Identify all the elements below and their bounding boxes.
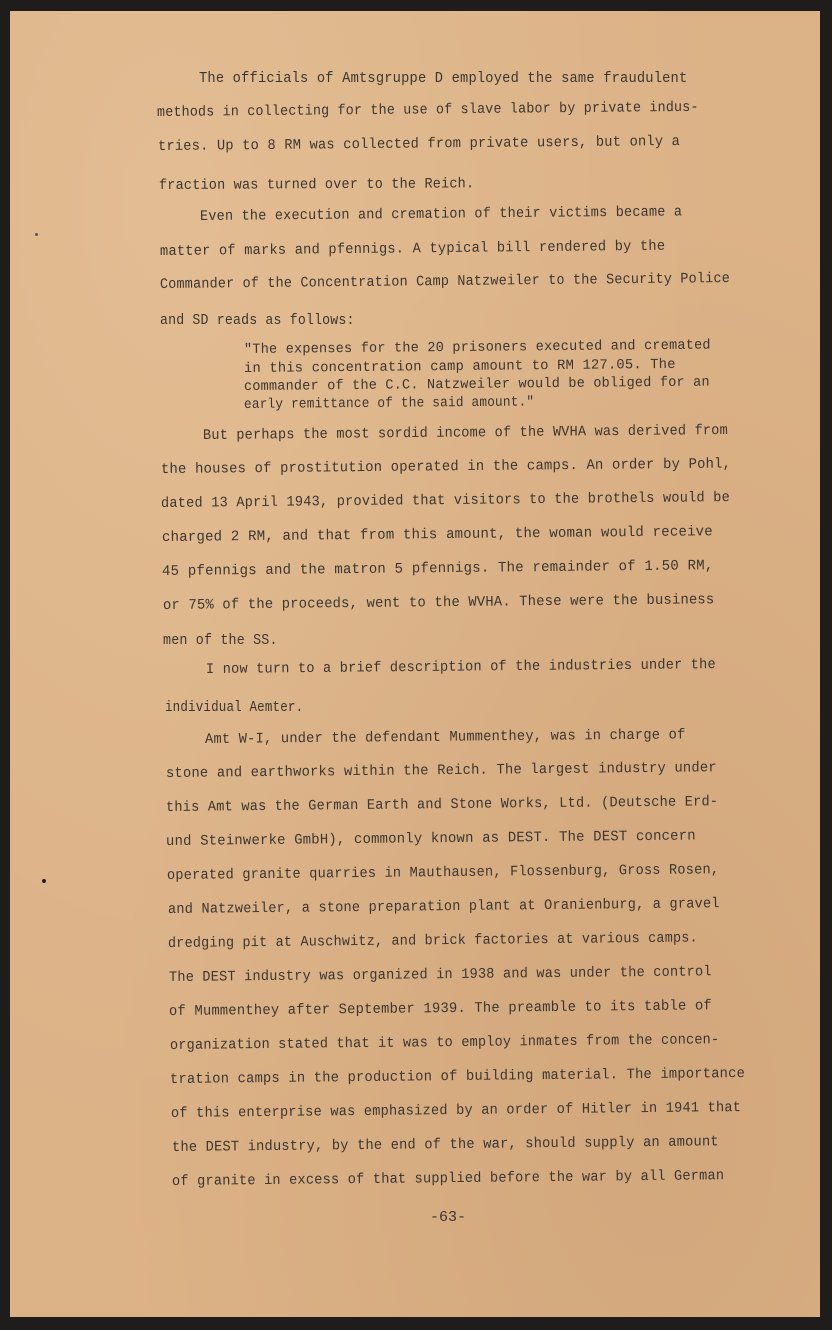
text-line: charged 2 RM, and that from this amount, the woman would receive xyxy=(161,524,713,546)
quote-line: in this concentration camp amount to RM 127.05. The xyxy=(243,356,676,377)
text-line: Commander of the Concentration Camp Natzweiler to the Security Police xyxy=(159,271,731,293)
quote-line: "The expenses for the 20 prisoners executed and cremated xyxy=(243,337,711,358)
text-line: the DEST industry, by the end of the war, should supply an amount xyxy=(171,1134,719,1156)
text-line: the houses of prostitution operated in the camps. An order by Pohl, xyxy=(160,456,732,478)
text-line: operated granite quarries in Mauthausen, Flossenburg, Gross Rosen, xyxy=(166,862,720,884)
text-line: of Mummenthey after September 1939. The preamble to its table of xyxy=(168,998,712,1020)
quote-line: commander of the C.C. Natzweiler would be obliged for an xyxy=(243,374,710,395)
text-line: But perhaps the most sordid income of the WVHA was derived from xyxy=(202,422,728,444)
text-line: 45 pfennigs and the matron 5 pfennigs. The remainder of 1.50 RM, xyxy=(161,558,714,580)
text-line: men of the SS. xyxy=(163,633,278,649)
text-line: individual Aemter. xyxy=(165,700,304,716)
text-line: or 75% of the proceeds, went to the WVHA. These were the business xyxy=(162,592,715,614)
text-line: The DEST industry was organized in 1938 and was under the control xyxy=(168,964,712,986)
text-line: tries. Up to 8 RM was collected from private users, but only a xyxy=(157,133,681,155)
text-line: dredging pit at Auschwitz, and brick factories at various camps. xyxy=(167,930,698,952)
text-line: stone and earthworks within the Reich. The largest industry under xyxy=(165,760,717,782)
paper-speck xyxy=(42,879,46,883)
text-line: fraction was turned over to the Reich. xyxy=(158,176,475,194)
text-line: The officials of Amtsgruppe D employed the same fraudulent xyxy=(199,71,688,87)
text-line: and SD reads as follows: xyxy=(160,313,355,329)
text-line: of this enterprise was emphasized by an order of Hitler in 1941 that xyxy=(170,1100,742,1122)
text-line: this Amt was the German Earth and Stone Works, Ltd. (Deutsche Erd- xyxy=(165,794,719,816)
text-line: organization stated that it was to employ inmates from the concen- xyxy=(169,1032,720,1054)
text-line: and Natzweiler, a stone preparation plant at Oranienburg, a gravel xyxy=(167,896,720,918)
quote-line: early remittance of the said amount." xyxy=(243,394,535,413)
text-line: dated 13 April 1943, provided that visitors to the brothels would be xyxy=(160,490,731,512)
paper-speck xyxy=(35,233,38,236)
text-line: Even the execution and cremation of their victims became a xyxy=(199,204,683,225)
document-page xyxy=(10,11,820,1317)
text-line: methods in collecting for the use of slave labor by private indus- xyxy=(156,99,699,121)
text-line: I now turn to a brief description of the industries under the xyxy=(205,657,716,678)
text-line: tration camps in the production of building material. The importance xyxy=(169,1065,746,1088)
text-line: of granite in excess of that supplied before the war by all German xyxy=(171,1168,725,1190)
text-line: matter of marks and pfennigs. A typical bill rendered by the xyxy=(159,238,666,260)
text-line: und Steinwerke GmbH), commonly known as DEST. The DEST concern xyxy=(165,828,696,850)
page-number: -63- xyxy=(430,1209,467,1226)
text-line: Amt W-I, under the defendant Mummenthey, was in charge of xyxy=(204,727,686,748)
